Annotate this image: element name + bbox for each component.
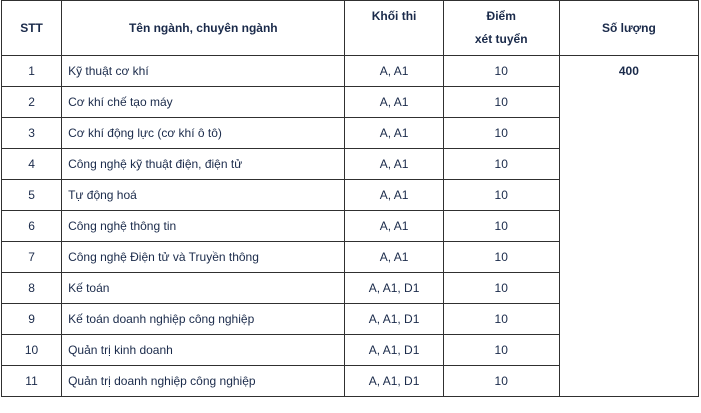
cell-stt: 9: [2, 304, 62, 335]
header-diem-line2: xét tuyển: [474, 32, 528, 46]
cell-khoi-thi: A, A1: [345, 87, 443, 118]
cell-diem: 10: [443, 335, 559, 366]
cell-stt: 5: [2, 180, 62, 211]
cell-name: Công nghệ Điện tử và Truyền thông: [62, 242, 345, 273]
cell-diem: 10: [443, 366, 559, 397]
cell-name: Quản trị doanh nghiệp công nghiệp: [62, 366, 345, 397]
cell-khoi-thi: A, A1, D1: [345, 304, 443, 335]
cell-khoi-thi: A, A1: [345, 211, 443, 242]
cell-name: Cơ khí chế tạo máy: [62, 87, 345, 118]
cell-diem: 10: [443, 149, 559, 180]
cell-name: Quản trị kinh doanh: [62, 335, 345, 366]
cell-diem: 10: [443, 87, 559, 118]
cell-khoi-thi: A, A1: [345, 56, 443, 87]
cell-khoi-thi: A, A1: [345, 149, 443, 180]
cell-khoi-thi: A, A1: [345, 180, 443, 211]
cell-khoi-thi: A, A1: [345, 242, 443, 273]
cell-diem: 10: [443, 56, 559, 87]
cell-stt: 1: [2, 56, 62, 87]
header-so-luong: Số lượng: [559, 1, 698, 56]
cell-stt: 7: [2, 242, 62, 273]
cell-stt: 4: [2, 149, 62, 180]
table-body: [2, 56, 699, 397]
header-stt: STT: [2, 1, 62, 56]
cell-name: Tự động hoá: [62, 180, 345, 211]
cell-khoi-thi: A, A1, D1: [345, 273, 443, 304]
cell-name: Kỹ thuật cơ khí: [62, 56, 345, 87]
cell-stt: 10: [2, 335, 62, 366]
table-row: [2, 56, 699, 87]
cell-diem: 10: [443, 242, 559, 273]
cell-stt: 2: [2, 87, 62, 118]
admission-table: [1, 0, 699, 397]
header-khoi-thi: [345, 1, 443, 56]
cell-name: Kế toán doanh nghiệp công nghiệp: [62, 304, 345, 335]
header-khoi-thi-label: Khối thi: [371, 9, 417, 23]
cell-diem: 10: [443, 273, 559, 304]
cell-diem: 10: [443, 304, 559, 335]
header-diem-line1: Điểm: [486, 9, 516, 23]
header-diem-xet-tuyen: [443, 1, 559, 56]
cell-diem: 10: [443, 211, 559, 242]
cell-so-luong: 400: [559, 56, 698, 397]
cell-khoi-thi: A, A1: [345, 118, 443, 149]
header-name: Tên ngành, chuyên ngành: [62, 1, 345, 56]
header-row: [2, 1, 699, 56]
cell-name: Kế toán: [62, 273, 345, 304]
cell-stt: 6: [2, 211, 62, 242]
cell-stt: 3: [2, 118, 62, 149]
cell-khoi-thi: A, A1, D1: [345, 335, 443, 366]
cell-name: Công nghệ kỹ thuật điện, điện tử: [62, 149, 345, 180]
cell-name: Cơ khí động lực (cơ khí ô tô): [62, 118, 345, 149]
cell-stt: 8: [2, 273, 62, 304]
cell-stt: 11: [2, 366, 62, 397]
cell-name: Công nghệ thông tin: [62, 211, 345, 242]
cell-khoi-thi: A, A1, D1: [345, 366, 443, 397]
cell-diem: 10: [443, 180, 559, 211]
cell-diem: 10: [443, 118, 559, 149]
